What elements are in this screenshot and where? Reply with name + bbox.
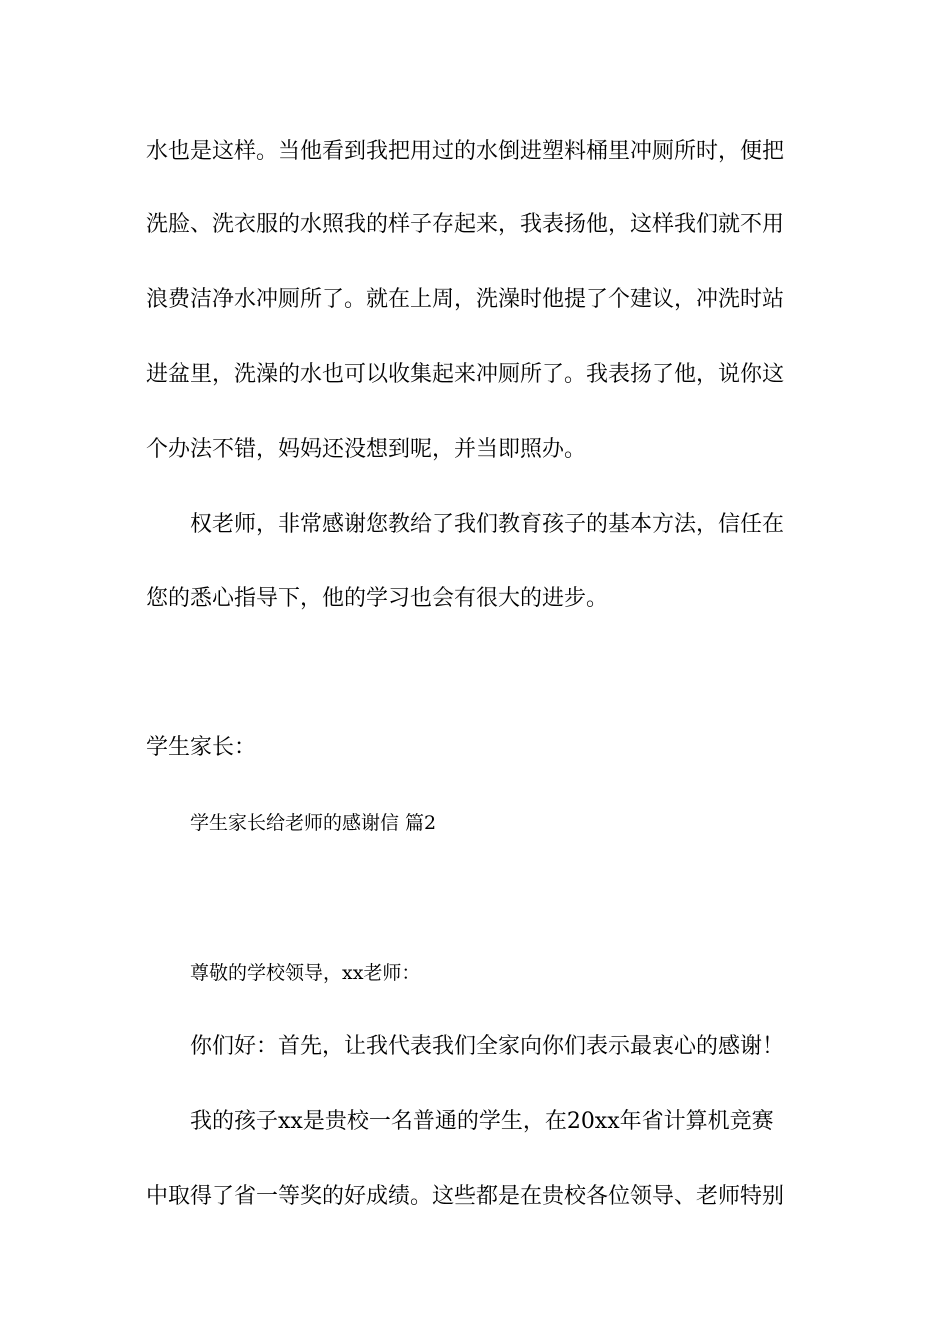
paragraph-line: 洗脸、洗衣服的水照我的样子存起来，我表扬他，这样我们就不用 <box>146 212 785 237</box>
paragraph-line: 你们好：首先，让我代表我们全家向你们表示最衷心的感谢！ <box>190 1034 785 1059</box>
paragraph-line: 浪费洁净水冲厕所了。就在上周，洗澡时他提了个建议，冲洗时站 <box>146 287 785 312</box>
paragraph-line: 进盆里，洗澡的水也可以收集起来冲厕所了。我表扬了他，说你这 <box>146 362 785 387</box>
paragraph-line: 中取得了省一等奖的好成绩。这些都是在贵校各位领导、老师特别 <box>146 1184 785 1209</box>
section-title: 学生家长给老师的感谢信 篇2 <box>190 812 437 834</box>
paragraph-line: 水也是这样。当他看到我把用过的水倒进塑料桶里冲厕所时，便把 <box>146 139 785 164</box>
signature-label: 学生家长： <box>146 735 257 760</box>
salutation: 尊敬的学校领导，xx老师： <box>190 962 421 984</box>
paragraph-line: 我的孩子xx是贵校一名普通的学生，在20xx年省计算机竞赛 <box>190 1109 774 1134</box>
paragraph-line: 权老师，非常感谢您教给了我们教育孩子的基本方法，信任在 <box>190 512 785 537</box>
paragraph-line: 您的悉心指导下，他的学习也会有很大的进步。 <box>146 586 609 611</box>
paragraph-line: 个办法不错，妈妈还没想到呢，并当即照办。 <box>146 437 587 462</box>
